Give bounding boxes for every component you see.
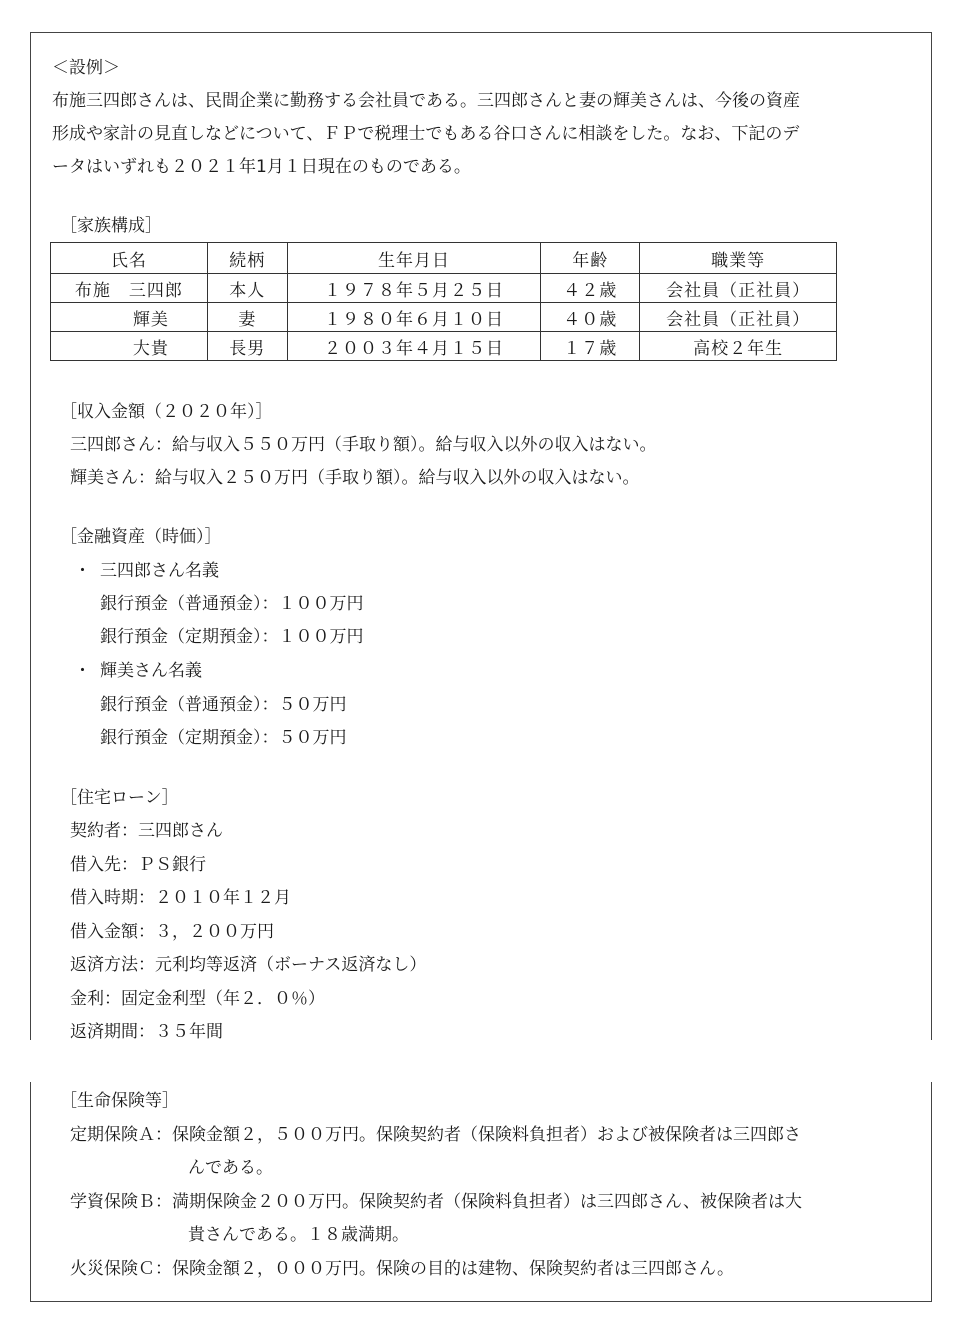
cell-birthdate: ２００３年４月１５日 [287,332,541,361]
example-title: ＜設例＞ [52,58,120,78]
family-table [50,242,837,361]
intro-line-3: ータはいずれも２０２１年1月１日現在のものである。 [52,157,471,177]
insurance-term-a: 定期保険Ａ：保険金額２，５００万円。保険契約者（保険料負担者）および被保険者は三四郎さ [70,1125,801,1145]
cell-birthdate: １９７８年５月２５日 [287,274,541,303]
loan-term: 返済期間：３５年間 [70,1022,223,1042]
family-heading: ［家族構成］ [60,216,162,236]
table-row [51,274,837,303]
cell-relation: 本人 [207,274,287,303]
bullet-icon: ・ [74,561,91,581]
cell-birthdate: １９８０年６月１０日 [287,303,541,332]
loan-method: 返済方法：元利均等返済（ボーナス返済なし） [70,955,427,975]
loan-rate: 金利：固定金利型（年２．０％） [70,989,325,1009]
header-occupation: 職業等 [640,243,837,274]
header-birthdate: 生年月日 [287,243,541,274]
intro-line-1: 布施三四郎さんは、民間企業に勤務する会社員である。三四郎さんと妻の輝美さんは、今後の資産 [52,91,800,111]
assets-heading: ［金融資産（時価）］ [60,527,222,547]
header-name: 氏名 [51,243,208,274]
loan-lender: 借入先：ＰＳ銀行 [70,855,206,875]
loan-amount: 借入金額：３，２００万円 [70,922,274,942]
insurance-heading: ［生命保険等］ [60,1091,179,1111]
asset-item: 銀行預金（定期預金）：５０万円 [100,728,347,748]
asset-item: 銀行預金（普通預金）：５０万円 [100,695,347,715]
cell-name: 大貴 [51,332,208,361]
cell-age: ４０歳 [541,303,640,332]
insurance-fire-c: 火災保険Ｃ：保険金額２，０００万円。保険の目的は建物、保険契約者は三四郎さん。 [70,1259,735,1279]
asset-owner-terumi: 輝美さん名義 [100,661,202,681]
cell-relation: 長男 [207,332,287,361]
cell-occupation: 高校２年生 [640,332,837,361]
bullet-icon: ・ [74,661,91,681]
income-heading: ［収入金額（２０２０年）］ [60,402,273,422]
income-line-saburo: 三四郎さん：給与収入５５０万円（手取り額）。給与収入以外の収入はない。 [70,435,657,455]
cell-age: １７歳 [541,332,640,361]
cell-occupation: 会社員（正社員） [640,274,837,303]
table-header-row [51,243,837,274]
cell-age: ４２歳 [541,274,640,303]
cell-relation: 妻 [207,303,287,332]
asset-item: 銀行預金（普通預金）：１００万円 [100,594,364,614]
table-row [51,303,837,332]
loan-heading: ［住宅ローン］ [60,788,179,808]
header-age: 年齢 [541,243,640,274]
table-row [51,332,837,361]
insurance-education-b-cont: 貴さんである。１８歳満期。 [188,1225,409,1245]
loan-contractor: 契約者：三四郎さん [70,821,223,841]
insurance-education-b: 学資保険Ｂ：満期保険金２００万円。保険契約者（保険料負担者）は三四郎さん、被保険者は大 [70,1192,803,1212]
cell-name: 輝美 [51,303,208,332]
income-line-terumi: 輝美さん：給与収入２５０万円（手取り額）。給与収入以外の収入はない。 [70,468,640,488]
asset-item: 銀行預金（定期預金）：１００万円 [100,627,364,647]
header-relation: 続柄 [207,243,287,274]
cell-name: 布施 三四郎 [51,274,208,303]
loan-date: 借入時期：２０１０年１２月 [70,888,291,908]
intro-line-2: 形成や家計の見直しなどについて、ＦＰで税理士でもある谷口さんに相談をした。なお、下記のデ [52,124,800,144]
insurance-term-a-cont: んである。 [188,1158,273,1178]
asset-owner-saburo: 三四郎さん名義 [100,561,219,581]
cell-occupation: 会社員（正社員） [640,303,837,332]
